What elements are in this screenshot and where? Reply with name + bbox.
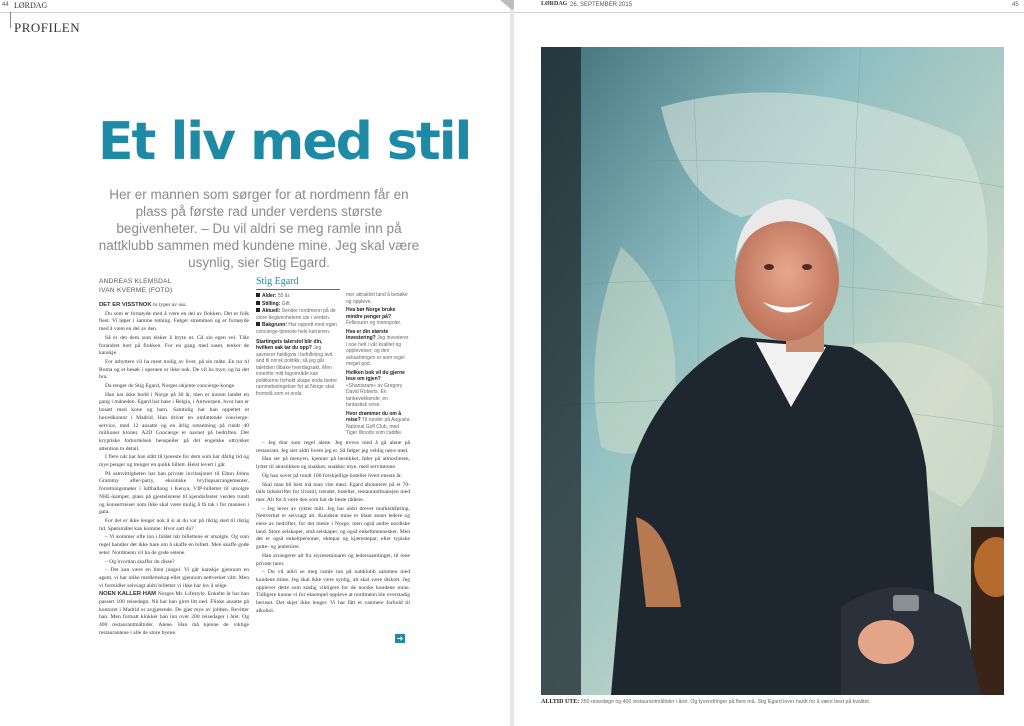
portrait-photo [541, 47, 1004, 695]
qa-item [256, 339, 340, 398]
article-paragraph [256, 440, 410, 455]
fact-key: Bakgrunn: [262, 322, 289, 329]
caption-text: 250 reisedøgn og 400 restaurantmåltider i året. Og tyvendringer på flere må. Stig Egard lever hardt for å være best på kvalitet. [580, 699, 871, 705]
paragraph-text: – Det kan være en liten jungel. Vi går kanskje gjennom en agent, vi har ulike medlemskap eller gjennom nettverket vårt. Men vi formidler selvsagt aldri billetter vi ikke har lov å selge. [99, 567, 249, 589]
bullet-square-icon [256, 301, 260, 305]
article-column-3 [256, 440, 410, 616]
fact-value: Har opprett med egen concierge-tjeneste hele karrieren. [256, 322, 338, 335]
paragraph-text: Han arrangerer alt fra styreseminarer og lederssamlinger, til rene private turer. [256, 552, 410, 567]
section-title: PROFILEN [14, 20, 81, 35]
paragraph-text: – Du vil aldri se meg ramle inn på nattklubb sammen med kundene mine. Jeg skal ikke være synlig, alt skal være diskret. Jeg opplever dette som stadig viktigere for de norske kundene mine. Tidligere kunne vi for eksempel oppleve at nordmenn ble overstadig beruset. Det skjer ikke lenger. Vi har fått et vanmere forhold til alkohol. [256, 569, 410, 614]
qa-answer: «Shantaram» av Gregory David Roberts. En tankevekkende, en fantastisk reise. [346, 382, 403, 408]
paragraph-text: Så er det dem som elsker å bryte ut. Gå sin egen vei. Tåle forandret bort på flokken. For en gang med saset, tenker de kanskje. [99, 334, 249, 357]
article-paragraph [99, 383, 249, 391]
fact-value: 55 år. [277, 293, 291, 299]
fact-value: Sender nordmenn på de store begivenhetene ute i verden. [256, 308, 336, 321]
paragraph-text: I flere når har han stått til tjeneste for dem som har dårlig tid og mye penger og trenger en quikk billett. Helst levert i går. [99, 454, 249, 469]
qa-question: Hvor drømmer du om å reise? [346, 410, 402, 423]
factbox-name: Stig Egard [256, 276, 340, 290]
qa-item [346, 307, 410, 327]
factbox-qa-column [346, 292, 410, 439]
qa-question: Hva bør Norge bruke mindre penger på? [346, 307, 396, 320]
fact-key: Stilling: [262, 300, 282, 307]
article-column-1 [99, 302, 249, 639]
issue-date: 26. SEPTEMBER 2015 [570, 2, 633, 8]
fact-row [256, 322, 340, 335]
bullet-square-icon [256, 308, 260, 312]
lead-paragraph: Her er mannen som sørger for at nordmenn får en plass på første rad under verdens største begivenheter. – Du vil aldri se meg ramle inn på nattklubb sammen med kundene mine. Jeg skal være usynlig, sier Stig Egard. [98, 187, 420, 270]
paragraph-text: For utbyttere vil ha mest mulig av livet, på sin måte. En tur til Roma og et besøk i operaen er ikke nok. De vil ha mye, og ha det bra. [99, 358, 249, 381]
left-page-header [0, 0, 510, 13]
article-paragraph [99, 471, 249, 517]
paragraph-text: Du som er fornøyde med å være en del av flokken. Det er folk flest. Vi løper i samme retning. Følger strømmen og er fornøyde med å være en del av den. [99, 310, 249, 333]
qa-answer: Jeg savnerer heldigvis i befolkning avd and til norsk politikk, så jeg går taletiden tilbake hverdagsakt. Men innenfor mitt fagområde kan politikerne forhold skape enda bedre rammebetingelser for at Norge skal fremstå som et enda [256, 345, 337, 397]
qa-question: Hva er din største investering? [346, 328, 389, 341]
article-paragraph [256, 569, 410, 615]
qa-answer: Til runder på Augusta National Golf Club, med Tiger Woods som caddie. [346, 417, 410, 436]
fact-row [256, 301, 340, 308]
fact-row [256, 293, 340, 300]
caption-lead: ALLTID UTE: [541, 699, 580, 705]
qa-item [346, 292, 410, 305]
paragraph-lead-in: DET ER VISSTNOK [99, 302, 154, 308]
paragraph-text: Og han sover på rundt 100 forskjellige hoteller hvert eneste år. [262, 472, 402, 479]
portrait-illustration [541, 47, 1004, 695]
fact-row [256, 308, 340, 321]
photo-caption [541, 699, 1004, 705]
qa-answer: mer attraktivt land å besøke og oppleve. [346, 292, 408, 305]
paragraph-text: Han har ikke bodd i Norge på 30 år, men er innom landet en gang i måneden. Egard har base i Belgia, i Antwerpen, hvor han er bosatt med kone og barn. Samtidig har han oppettet et hovedkontor i Madrid. Han driver en omfattende concierge-service, med 12 ansatte og en årlig omsetning på rundt 40 millioner kroner. A2D Concierge er navnet på bedriften. Det kryptiske forkortelsen henspeiler på det engelske uttrykket attention to detail. [99, 391, 249, 452]
paragraph-text: Da tenger de Stig Egard, Norges ukjente concierge-konge. [105, 383, 236, 390]
article-paragraph [256, 473, 410, 481]
paragraph-lead-in: NOEN KALLER HAM [99, 591, 158, 598]
fact-key: Alder: [262, 293, 278, 299]
byline [99, 277, 172, 295]
qa-question: Hvilken bok vil du gjerne lese om igjen? [346, 369, 405, 382]
page-number: 44 [2, 2, 9, 8]
qa-item [346, 329, 410, 368]
paragraph-text: – Vi kommer ofte inn i bildet når billettene er utsolgte. Og som regel handler det ikke bare om å skaffe en billett. Men skaffe gode seter. Nordmenn vil ha de gode setene. [99, 534, 249, 556]
right-page [514, 0, 1024, 726]
paragraph-text: to typer av oss. [153, 302, 187, 308]
paragraph-text: – Jeg drar som regel alene. Jeg treves med å gå alene på restaurant. Jeg sier aldri hvem jeg er. Så følger jeg veldig nøye med. [256, 440, 410, 454]
article-paragraph [99, 392, 249, 454]
article-paragraph [99, 454, 249, 469]
masthead: LØRDAG [14, 1, 48, 10]
article-paragraph [99, 311, 249, 334]
article-paragraph [256, 482, 410, 505]
article-paragraph [256, 553, 410, 568]
paragraph-text: For det er ikke lenger nok å si at du var på riktig sted til riktig tid. Spørsmålet kan komme: Hvor satt du? [99, 517, 249, 532]
article-paragraph [99, 359, 249, 382]
page-number-right: 45 [1012, 2, 1019, 8]
article-paragraph [99, 534, 249, 557]
qa-item [346, 411, 410, 437]
masthead-right: LØRDAG [541, 1, 568, 7]
paragraph-text: Norges Mr. Lifestyle. Enkelte år har han passert 100 reisedøgn. Nå har han giret litt ned. Flinke ansatte på kontoret i Madrid er avgjørende. De gjør mye av jobben. Bevitter han. Men fortsatt klokker han inn over 200 reisedager i året. Og 400 restaurantmåltider. Alene. Han må kjenne de viktige restaurantene i alle de store byene. [99, 591, 249, 636]
left-page [0, 0, 510, 726]
paragraph-text: Han ser på menyen, kjenner på bestikket, føler på atmosfæren, lytter til akustikken og snakker, snakker mye, med servitørene. [256, 456, 410, 471]
qa-question: Startingets talerstol blir din, hvilken sak tar du opp? [256, 338, 323, 352]
article-paragraph [99, 302, 249, 310]
article-paragraph [99, 591, 249, 637]
paragraph-text: På samvittigheten har han private invitasjoner til Elton Johns Grammy after-party, eksotiske bryllupsarrangementer, forretningsmøter i luftballong i Kenya, VIP-billetter til utsolgte NHL-kamper, plass på gjestelistene til kjendisfester verden rundt og konsertreiser som ikke skal være mulig å få tak i for mannen i gata. [99, 470, 249, 516]
paragraph-text: – Og hvordan skaffer du disse? [105, 558, 175, 565]
headline: Et liv med stil [98, 112, 471, 172]
article-paragraph [256, 456, 410, 471]
article-paragraph [99, 559, 249, 567]
qa-answer: Jeg investerer i noe helt i vår kvalitet og opplevelser, og den avkastningen er som regel meget god. [346, 335, 409, 367]
bullet-square-icon [256, 322, 260, 326]
qa-item [346, 370, 410, 409]
article-paragraph [99, 335, 249, 358]
byline-photographer: IVAN KVERME (FOTO) [99, 287, 173, 294]
right-page-header [514, 0, 1024, 13]
fact-key: Aktuell: [262, 308, 282, 315]
paragraph-text: – Jeg lever av ryktet mitt. Jeg har aldri drevet markedsføring. Nettverket er selvsagt alt. Kundene mine er blant annet ledere og eiere av bedrifter, for det meste i Norge, men også andre nordiske land. Store selskaper, små selskaper, og også enkeltmennesker. Men det er også enkeltpersoner, ektepar og kjærestepar, eller typiske gutte- og jentetürer. [256, 505, 410, 551]
qa-answer: Fellesurer og monopoler. [346, 320, 402, 326]
paragraph-text: Skal man bli best må man vite mest. Egard abonnerer på et 70-talls tidsskrifter for livsstil, trender, hoteller, restaurantbransjen med mer. Alt for å være den som har de beste rådene. [256, 481, 410, 503]
factbox [256, 276, 340, 399]
byline-author: ANDREAS KLEMSDAL [99, 278, 172, 285]
article-paragraph [256, 506, 410, 552]
article-paragraph [99, 567, 249, 590]
article-paragraph [99, 518, 249, 533]
continue-arrow-icon: ➜ [396, 634, 404, 643]
fact-value: Gift. [281, 300, 291, 307]
bullet-square-icon [256, 293, 260, 297]
